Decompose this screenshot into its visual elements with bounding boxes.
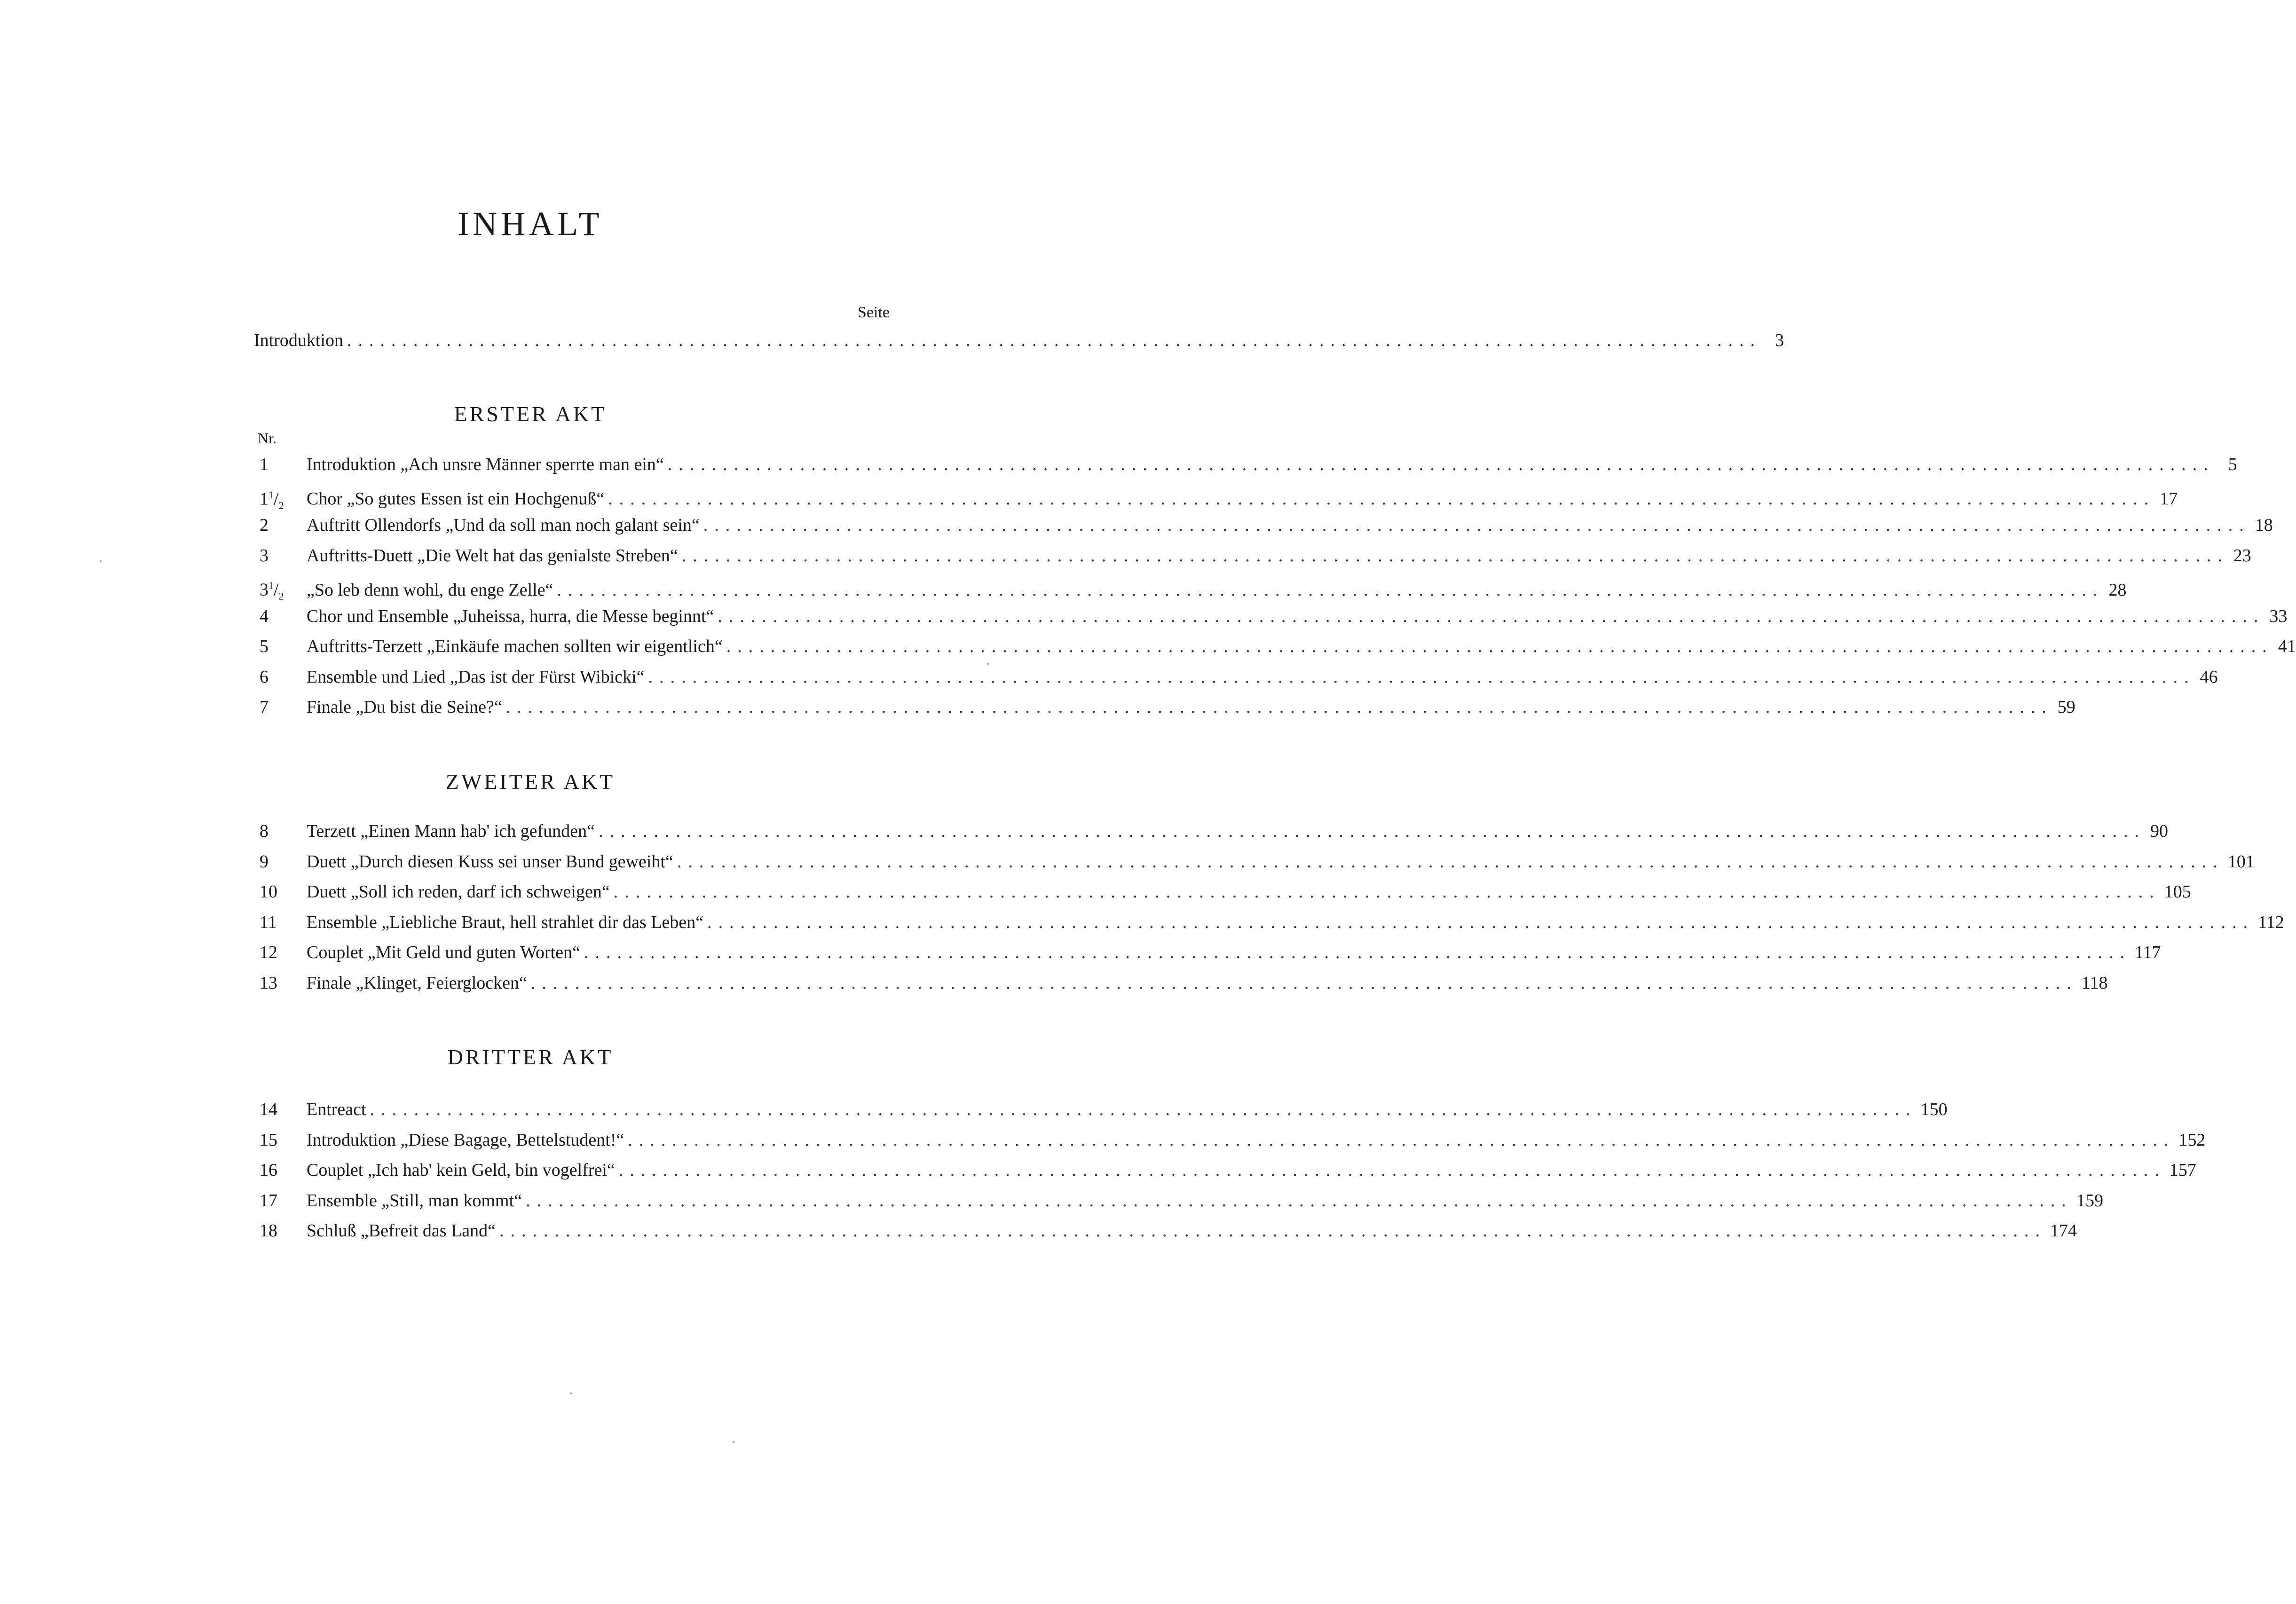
- page-title: INHALT: [458, 205, 603, 243]
- toc-entry: [254, 1098, 1948, 1121]
- leader-dots: ............................................................................................................................................: [648, 667, 2195, 687]
- toc-entry-page: 159: [2076, 1190, 2104, 1211]
- toc-entry-number: 18: [260, 1221, 277, 1241]
- leader-dots: ............................................................................................................................................: [505, 697, 2053, 717]
- toc-entry-number: 12: [260, 943, 277, 962]
- toc-entry-label: Terzett „Einen Mann hab' ich gefunden“: [307, 821, 595, 841]
- leader-dots: ............................................................................................................................................: [618, 1160, 2166, 1180]
- toc-entry: [254, 514, 2273, 536]
- toc-entry-page: 59: [2057, 697, 2075, 717]
- toc-entry-label: Introduktion: [254, 330, 343, 350]
- leader-dots: ............................................................................................................................................: [628, 1130, 2175, 1150]
- leader-dots: ............................................................................................................................................: [526, 1190, 2073, 1211]
- scan-speck: [100, 560, 102, 562]
- toc-entry-number: 17: [260, 1190, 277, 1211]
- toc-entry: [254, 1219, 2077, 1242]
- leader-dots: ............................................................................................................................................: [598, 821, 2146, 841]
- toc-entry-label: Ensemble und Lied „Das ist der Fürst Wibicki“: [307, 667, 645, 687]
- leader-dots: ............................................................................................................................................: [613, 882, 2161, 902]
- act-heading-zweiter: ZWEITER AKT: [445, 770, 615, 794]
- toc-entry-number: 3: [260, 545, 268, 566]
- toc-entry-label: Ensemble „Liebliche Braut, hell strahlet dir das Leben“: [307, 912, 704, 932]
- toc-entry-label: Duett „Soll ich reden, darf ich schweigen“: [307, 882, 610, 902]
- toc-entry-number: 4: [260, 606, 268, 626]
- toc-entry: [254, 666, 2218, 688]
- toc-entry-page: 174: [2050, 1221, 2077, 1241]
- toc-entry-number: $1^1/_2$: [260, 488, 284, 511]
- toc-entry-page: 112: [2258, 912, 2284, 932]
- toc-entry-page: 118: [2081, 973, 2108, 993]
- toc-entry-number: 10: [260, 882, 277, 902]
- leader-dots: ............................................................................................................................................: [370, 1100, 1917, 1119]
- act-heading-dritter: DRITTER AKT: [447, 1045, 614, 1069]
- toc-entry: [254, 453, 2237, 476]
- toc-entry-page: 150: [1920, 1100, 1948, 1119]
- toc-entry-number: 7: [260, 697, 268, 717]
- toc-entry: [254, 544, 2251, 567]
- leader-dots: ............................................................................................................................................: [677, 851, 2224, 872]
- toc-entry-number: 1: [260, 455, 268, 474]
- toc-entry-introduktion: [254, 329, 1784, 352]
- toc-entry-page: 46: [2200, 667, 2218, 687]
- toc-entry-label: Entreact: [307, 1100, 366, 1119]
- leader-dots: ............................................................................................................................................: [726, 637, 2273, 656]
- toc-entry: [254, 635, 2296, 658]
- toc-entry-label: Couplet „Mit Geld und guten Worten“: [307, 943, 580, 962]
- toc-entry-label: Auftritt Ollendorfs „Und da soll man noch galant sein“: [307, 515, 700, 535]
- leader-dots: ............................................................................................................................................: [499, 1221, 2047, 1241]
- toc-entry-page: 105: [2164, 882, 2191, 902]
- toc-entry: [254, 972, 2108, 994]
- toc-entry-number: 14: [260, 1100, 277, 1119]
- toc-entry: [254, 1129, 2206, 1151]
- toc-entry-page: 117: [2134, 943, 2161, 962]
- toc-entry: [254, 574, 2127, 602]
- act-heading-erster: ERSTER AKT: [454, 402, 607, 426]
- leader-dots: ............................................................................................................................................: [703, 515, 2250, 535]
- toc-entry: [254, 484, 2178, 511]
- toc-entry-label: Chor und Ensemble „Juheissa, hurra, die Messe beginnt“: [307, 606, 714, 626]
- scan-speck: [570, 1392, 572, 1394]
- toc-entry-label: Introduktion „Diese Bagage, Bettelstudent!“: [307, 1130, 624, 1150]
- toc-entry-label: Finale „Klinget, Feierglocken“: [307, 973, 527, 993]
- toc-entry-label: Duett „Durch diesen Kuss sei unser Bund geweiht“: [307, 851, 673, 872]
- scan-speck: [733, 1441, 734, 1443]
- toc-entry-number: 9: [260, 851, 268, 872]
- toc-entry-number: 8: [260, 821, 268, 841]
- toc-entry-number: 5: [260, 637, 268, 656]
- toc-entry-number: 11: [260, 912, 277, 932]
- leader-dots: ............................................................................................................................................: [718, 606, 2265, 626]
- toc-entry-page: 3: [1775, 330, 1784, 350]
- nr-column-header: Nr.: [258, 430, 276, 447]
- toc-entry: [254, 850, 2255, 873]
- toc-entry-page: 152: [2178, 1130, 2206, 1150]
- toc-entry: [254, 696, 2075, 718]
- toc-entry-page: 90: [2150, 821, 2168, 841]
- leader-dots: ................................................................................................................................: [347, 330, 1761, 350]
- toc-entry: [254, 820, 2168, 842]
- toc-entry-number: 6: [260, 667, 268, 687]
- toc-entry-page: 18: [2255, 515, 2273, 535]
- toc-entry-page: 33: [2269, 606, 2288, 626]
- toc-entry: [254, 605, 2288, 628]
- toc-entry: [254, 1159, 2196, 1181]
- leader-dots: ............................................................................................................................................: [557, 580, 2104, 600]
- toc-entry-page: 23: [2233, 545, 2251, 566]
- leader-dots: ............................................................................................................................................: [667, 455, 2215, 474]
- leader-dots: ............................................................................................................................................: [584, 943, 2131, 962]
- toc-entry-page: 101: [2227, 851, 2255, 872]
- toc-entry-page: 5: [2228, 455, 2237, 474]
- toc-entry-page: 28: [2108, 580, 2127, 600]
- toc-entry-page: 41: [2278, 637, 2296, 656]
- toc-entry-number: 13: [260, 973, 277, 993]
- toc-entry-label: Finale „Du bist die Seine?“: [307, 697, 502, 717]
- toc-entry-label: Couplet „Ich hab' kein Geld, bin vogelfrei“: [307, 1160, 615, 1180]
- toc-entry-label: Chor „So gutes Essen ist ein Hochgenuß“: [307, 489, 605, 509]
- toc-entry-page: 157: [2169, 1160, 2196, 1180]
- leader-dots: ............................................................................................................................................: [681, 545, 2229, 566]
- toc-entry: [254, 1189, 2104, 1212]
- toc-entry-number: 2: [260, 515, 268, 535]
- toc-entry-page: 17: [2160, 489, 2178, 509]
- toc-entry-label: Ensemble „Still, man kommt“: [307, 1190, 522, 1211]
- toc-entry: [254, 881, 2191, 903]
- toc-entry-number: 16: [260, 1160, 277, 1180]
- toc-entry-label: Auftritts-Duett „Die Welt hat das genialste Streben“: [307, 545, 678, 566]
- seite-column-header: Seite: [858, 304, 890, 321]
- toc-entry-label: Auftritts-Terzett „Einkäufe machen sollten wir eigentlich“: [307, 637, 723, 656]
- toc-entry-label: Schluß „Befreit das Land“: [307, 1221, 496, 1241]
- leader-dots: ............................................................................................................................................: [530, 973, 2078, 993]
- toc-entry: [254, 911, 2284, 934]
- leader-dots: ............................................................................................................................................: [608, 489, 2155, 509]
- toc-entry-label: Introduktion „Ach unsre Männer sperrte man ein“: [307, 455, 664, 474]
- toc-entry: [254, 941, 2161, 964]
- leader-dots: ............................................................................................................................................: [707, 912, 2255, 932]
- toc-entry-number: 15: [260, 1130, 277, 1150]
- toc-entry-number: $3^1/_2$: [260, 580, 284, 602]
- scan-speck: [987, 663, 989, 665]
- toc-entry-label: „So leb denn wohl, du enge Zelle“: [307, 580, 553, 600]
